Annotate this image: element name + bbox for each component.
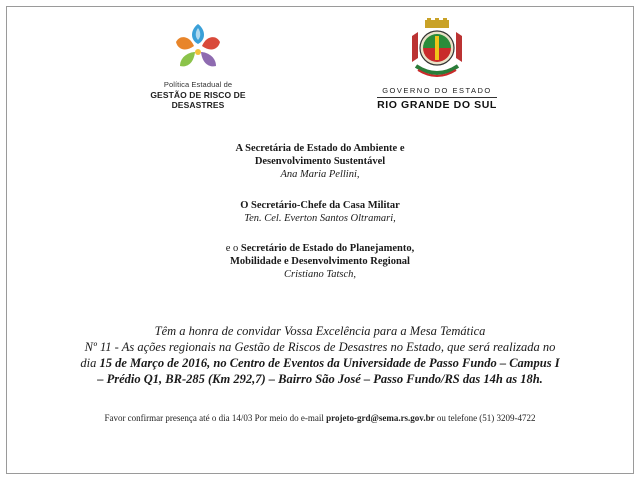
invitation-card xyxy=(6,6,634,474)
rsvp-email-link[interactable]: projeto-grd@sema.rs.gov.br xyxy=(326,413,435,423)
invitation-line1: Têm a honra de convidar Vossa Excelência para a Mesa Temática xyxy=(154,324,486,338)
host-2 xyxy=(0,199,640,225)
rsvp-text: Favor confirmar presença até o dia 14/03 Por meio do e-mail xyxy=(104,413,327,423)
invitation-text xyxy=(30,323,610,387)
invitation-address-time: – Prédio Q1, BR-285 (Km 292,7) – Bairro São José – Passo Fundo/RS das 14h as 18h. xyxy=(97,372,543,386)
logo-right-line2: RIO GRANDE DO SUL xyxy=(377,99,497,111)
host-1 xyxy=(0,142,640,181)
logo-governo-rs xyxy=(372,18,502,118)
gestao-risco-emblem-icon xyxy=(168,20,228,76)
host-2-title: O Secretário-Chefe da Casa Militar xyxy=(240,200,400,211)
host-1-name: Ana Maria Pellini, xyxy=(280,169,360,180)
logo-right-line1: GOVERNO DO ESTADO xyxy=(382,86,492,95)
invitation-date-venue: 15 de Março de 2016, no Centro de Eventos da Universidade de Passo Fundo – Campus I xyxy=(99,356,560,370)
host-3-title-line1: Secretário de Estado do Planejamento, xyxy=(240,243,415,254)
invitation-line3-prefix: dia xyxy=(80,356,100,370)
logo-gestao-risco xyxy=(138,20,258,115)
logo-left-line1: Política Estadual de xyxy=(163,80,233,89)
host-1-title-line1: A Secretária de Estado do Ambiente e xyxy=(235,143,405,154)
host-3-name: Cristiano Tatsch, xyxy=(284,269,356,280)
rsvp-footer xyxy=(0,413,640,423)
host-3-title-line2: Mobilidade e Desenvolvimento Regional xyxy=(230,256,410,267)
host-3-title-prefix: e o xyxy=(225,243,241,254)
logo-left-line2: GESTÃO DE RISCO DE DESASTRES xyxy=(150,90,246,110)
rsvp-phone-text: ou telefone (51) 3209-4722 xyxy=(434,413,536,423)
invitation-line2: Nº 11 - As ações regionais na Gestão de Riscos de Desastres no Estado, que será realizada no xyxy=(84,340,556,354)
coat-of-arms-icon xyxy=(406,18,468,82)
host-3 xyxy=(0,242,640,281)
host-1-title-line2: Desenvolvimento Sustentável xyxy=(254,156,386,167)
host-2-name: Ten. Cel. Everton Santos Oltramari, xyxy=(244,213,396,224)
